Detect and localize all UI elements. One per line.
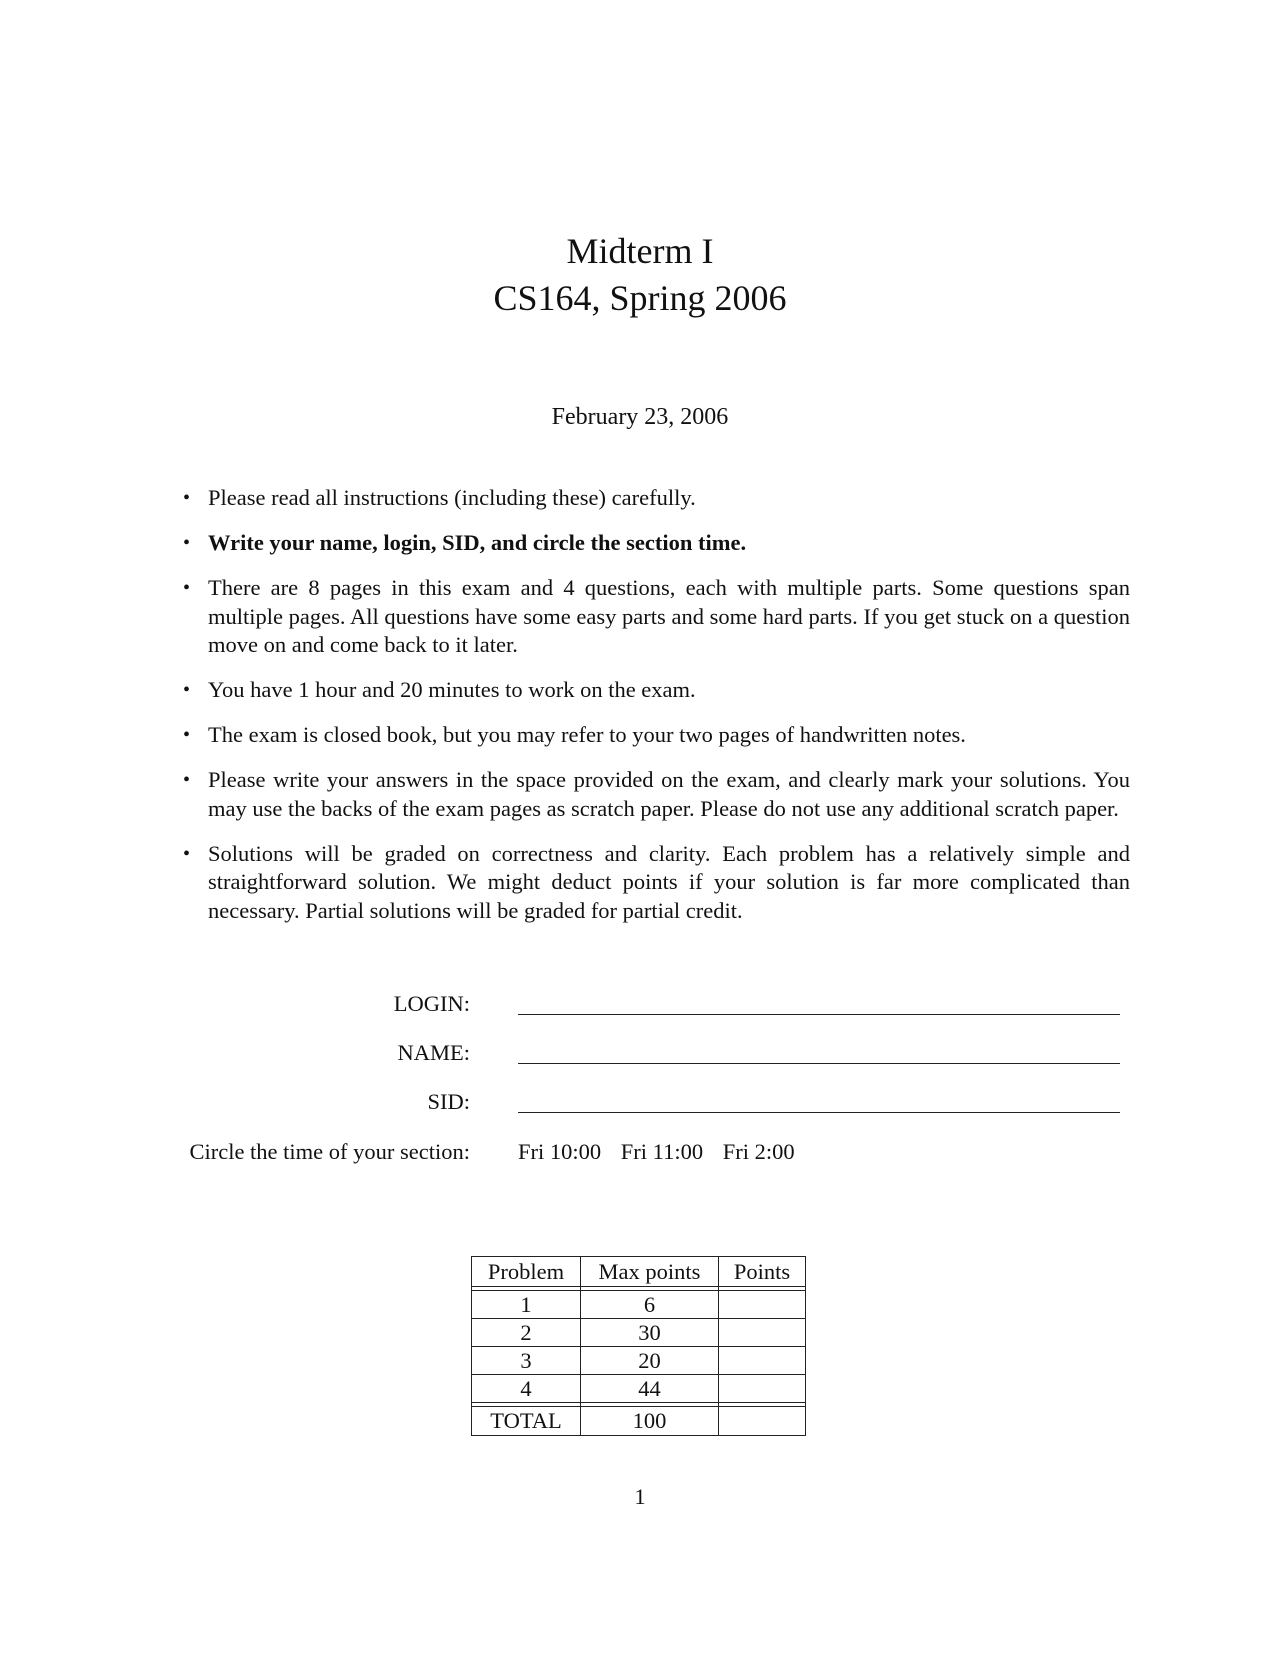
table-row — [471, 1374, 806, 1403]
login-label: LOGIN: — [393, 991, 470, 1016]
points-cell — [718, 1374, 806, 1403]
exam-date: February 23, 2006 — [551, 404, 729, 430]
table-row — [471, 1318, 806, 1346]
login-field[interactable] — [518, 1014, 1120, 1015]
course-title: CS164, Spring 2006 — [493, 278, 787, 318]
max-points: 6 — [580, 1290, 718, 1318]
name-label: NAME: — [397, 1040, 470, 1065]
exam-title: Midterm I — [566, 231, 714, 271]
score-table-header — [471, 1256, 806, 1286]
total-points-cell — [718, 1406, 806, 1436]
max-points: 44 — [580, 1374, 718, 1403]
points-cell — [718, 1290, 806, 1318]
instruction-item: • Please read all instructions (including these) carefully. — [182, 484, 1130, 513]
instruction-item: • Please write your answers in the space provided on the exam, and clearly mark your solutions. You may use the backs of the exam pages as scratch paper. Please do not use any additional scratch paper. — [183, 767, 1130, 821]
instructions-list — [182, 484, 1130, 942]
section-time-option[interactable]: Fri 2:00 — [722, 1139, 795, 1164]
problem-number: 1 — [471, 1290, 580, 1318]
points-cell — [718, 1346, 806, 1374]
problem-number: 3 — [471, 1346, 580, 1374]
table-row — [471, 1290, 806, 1318]
bullet-icon: • — [183, 487, 191, 509]
header-max-points: Max points — [580, 1256, 718, 1286]
bullet-icon: • — [183, 532, 191, 554]
total-label: TOTAL — [471, 1406, 580, 1436]
sid-label: SID: — [427, 1089, 470, 1114]
section-time-option[interactable]: Fri 10:00 — [518, 1139, 602, 1164]
bullet-icon: • — [183, 769, 191, 791]
problem-number: 4 — [471, 1374, 580, 1403]
page-number: 1 — [634, 1484, 646, 1509]
instruction-item: • There are 8 pages in this exam and 4 questions, each with multiple parts. Some questions span multiple pages. All questions have some easy parts and some hard parts. If you get stuck on a question move on and come back to it later. — [183, 575, 1130, 657]
section-label: Circle the time of your section: — [189, 1139, 470, 1164]
max-points: 20 — [580, 1346, 718, 1374]
instruction-item: • Write your name, login, SID, and circle the section time. — [182, 529, 1130, 558]
bullet-icon: • — [183, 679, 191, 701]
bullet-icon: • — [183, 724, 191, 746]
instruction-item: • You have 1 hour and 20 minutes to work on the exam. — [182, 676, 1130, 705]
header-points: Points — [718, 1256, 806, 1286]
score-table — [471, 1256, 806, 1436]
section-time-option[interactable]: Fri 11:00 — [620, 1139, 704, 1164]
total-row — [471, 1406, 806, 1436]
problem-number: 2 — [471, 1318, 580, 1346]
bullet-icon: • — [183, 842, 191, 865]
name-field[interactable] — [518, 1063, 1120, 1064]
instruction-item: • The exam is closed book, but you may refer to your two pages of handwritten notes. — [182, 721, 1130, 750]
header-problem: Problem — [471, 1256, 580, 1286]
sid-field[interactable] — [518, 1112, 1120, 1113]
total-max-points: 100 — [580, 1406, 718, 1436]
bullet-icon: • — [183, 577, 191, 599]
section-times — [518, 1138, 809, 1166]
table-row — [471, 1346, 806, 1374]
instruction-item: • Solutions will be graded on correctness and clarity. Each problem has a relatively simple and straightforward solution. We might deduct points if your solution is far more complicated than necessary. Partial solutions will be graded for partial credit. — [183, 840, 1130, 923]
points-cell — [718, 1318, 806, 1346]
title-block — [0, 228, 1280, 322]
max-points: 30 — [580, 1318, 718, 1346]
